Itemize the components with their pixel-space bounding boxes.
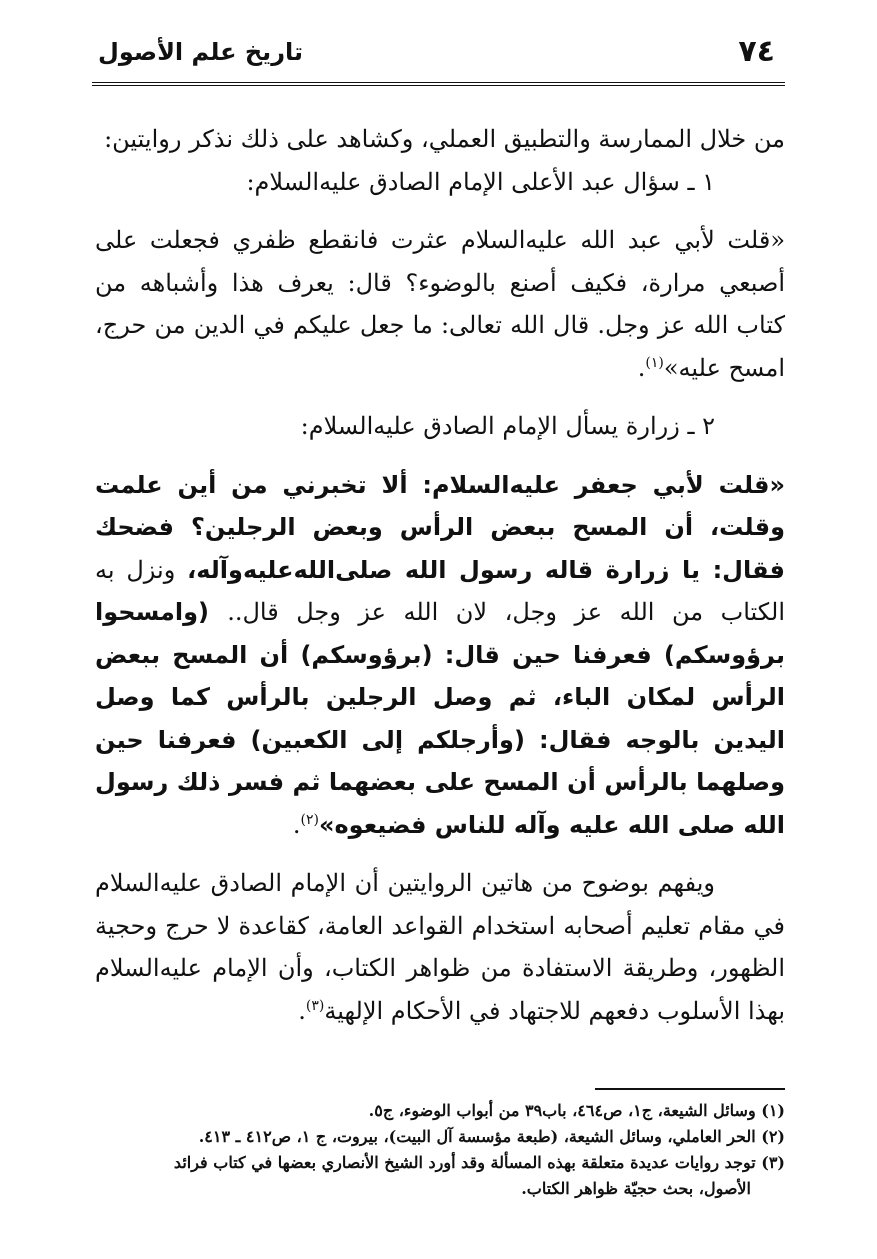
- intro-paragraph: من خلال الممارسة والتطبيق العملي، وكشاهد على ذلك نذكر روايتين:: [104, 125, 785, 153]
- footnote-divider: [595, 1088, 785, 1090]
- footnote-3-continuation: الأصول، بحث حجيّة ظواهر الكتاب.: [521, 1179, 751, 1198]
- page-header: [92, 22, 785, 82]
- quote-2-part-b: ونزل به الكتاب من الله عز وجل، لان الله عز وجل قال..: [95, 555, 785, 626]
- conclusion-text: ويفهم بوضوح من هاتين الروايتين أن الإمام الصادق عليه‌السلام في مقام تعليم أصحابه استخدام القواعد العامة، كقاعدة لا حرج وحجية الظهور، وطريقة الاستفادة من ظواهر الكتاب، وأن الإمام عليه‌السلام بهذا الأسلوب دفعهم للاجتهاد في الأحكام الإلهية: [95, 869, 785, 1025]
- narration-quote-2: [95, 464, 785, 847]
- conclusion-period: .: [298, 996, 306, 1025]
- footnote-2: (٢) الحر العاملي، وسائل الشيعة، (طبعة مؤسسة آل البيت)، بيروت، ج ١، ص٤١٢ ـ ٤١٣.: [198, 1127, 785, 1146]
- page-number: ٧٤: [738, 34, 775, 69]
- header-divider: [92, 82, 785, 86]
- conclusion-paragraph: [95, 862, 785, 1032]
- quote-2-part-c: (وامسحوا برؤوسكم) فعرفنا حين قال: (برؤوسكم) أن المسح ببعض الرأس لمكان الباء، ثم وصل الرجلين بالرأس كما وصل اليدين بالوجه فقال: (وأرجلكم إلى الكعبين) فعرفنا حين وصلهما بالرأس أن المسح على بعضهما ثم فسر ذلك رسول الله صلى الله عليه وآله للناس فضيعوه»: [95, 598, 785, 839]
- narration-heading-2: ٢ ـ زرارة يسأل الإمام الصادق عليه‌السلام:: [300, 412, 715, 440]
- running-title: تاريخ علم الأصول: [98, 38, 304, 66]
- quote-1-text: «قلت لأبي عبد الله عليه‌السلام عثرت فانقطع ظفري فجعلت على أصبعي مرارة، فكيف أصنع بالوضوء؟ قال: يعرف هذا وأشباهه من كتاب الله عز وجل. قال الله تعالى: ما جعل عليكم في الدين من حرج، امسح عليه»: [95, 226, 785, 382]
- footnote-3: (٣) توجد روايات عديدة متعلقة بهذه المسألة وقد أورد الشيخ الأنصاري بعضها في كتاب فرائد: [173, 1153, 785, 1172]
- footnote-ref-1: (١): [645, 354, 664, 371]
- quote-2-part-a: «قلت لأبي جعفر عليه‌السلام: ألا تخبرني من أين علمت وقلت، أن المسح ببعض الرأس وبعض الرجلين؟ فضحك فقال: يا زرارة قاله رسول الله صلى‌الله‌عليه‌وآله،: [95, 470, 785, 584]
- footnote-ref-2: (٢): [300, 811, 319, 828]
- narration-quote-1: [95, 219, 785, 389]
- quote-2-period: .: [292, 810, 301, 839]
- quote-1-period: .: [637, 353, 646, 382]
- footnotes: [92, 1098, 785, 1202]
- footnote-ref-3: (٣): [305, 997, 325, 1014]
- narration-heading-1: ١ ـ سؤال عبد الأعلى الإمام الصادق عليه‌السلام:: [246, 167, 715, 196]
- footnote-1: (١) وسائل الشيعة، ج١، ص٤٦٤، باب٣٩ من أبواب الوضوء، ج٥.: [368, 1101, 785, 1120]
- main-text: [95, 118, 785, 1032]
